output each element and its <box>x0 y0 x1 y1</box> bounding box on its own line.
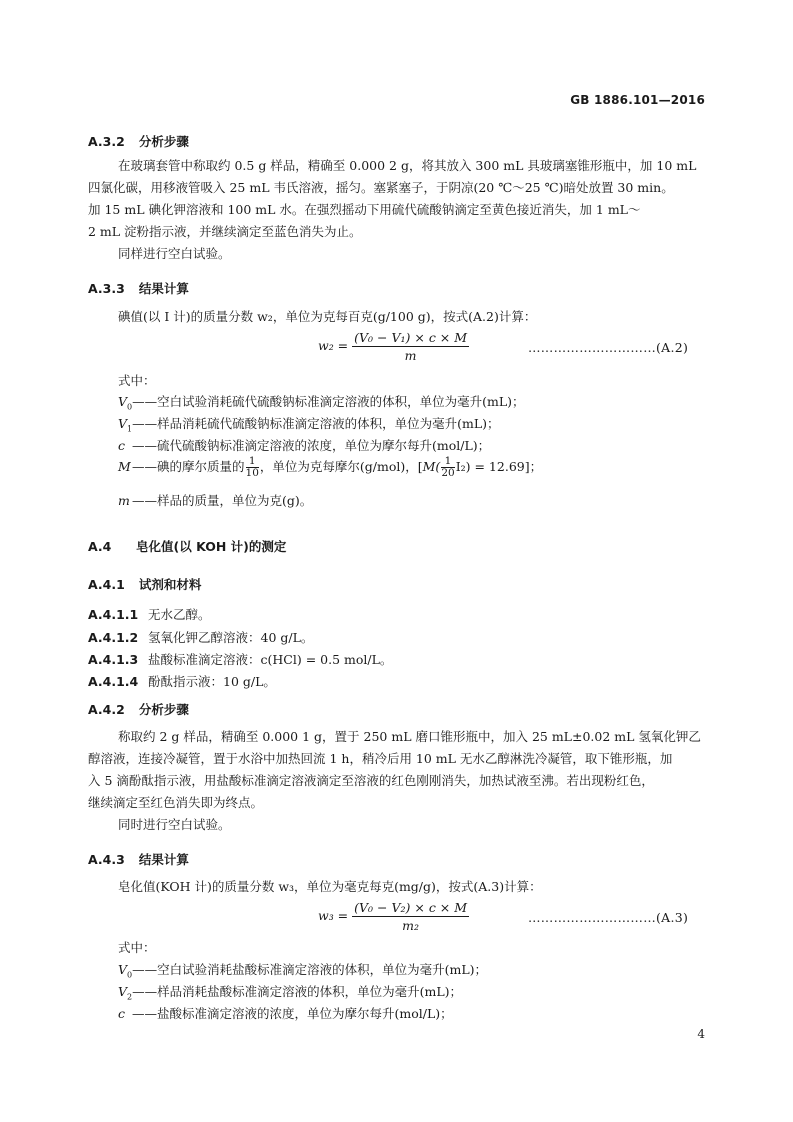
section-heading-a-4-2 <box>88 700 189 718</box>
formula-numerator: (V₀ − V₁) × c × M <box>354 330 468 345</box>
formula-lhs: w₂ = <box>318 338 349 353</box>
section-title: 结果计算 <box>138 281 189 296</box>
definition-row <box>118 960 487 980</box>
paragraph-line: 同时进行空白试验。 <box>118 817 231 832</box>
section-title: 分析步骤 <box>138 134 189 149</box>
paragraph-line: 在玻璃套管中称取约 0.5 g 样品，精确至 0.000 2 g，将其放入 300 mL 具玻璃塞锥形瓶中，加 10 mL <box>118 158 697 173</box>
definition-text: ——盐酸标准滴定溶液的浓度，单位为摩尔每升(mol/L)； <box>132 1006 453 1021</box>
inline-fraction: $\frac{1}{10}$ <box>245 455 259 479</box>
formula-numerator: (V₀ − V₂) × c × M <box>354 900 468 915</box>
section-title: 皂化值(以 KOH 计)的测定 <box>136 539 287 554</box>
section-heading-a-3-3 <box>88 279 189 297</box>
section-title: 试剂和材料 <box>138 577 202 592</box>
equation-number: …………………………(A.2) <box>528 340 689 355</box>
definition-text: ，单位为克每摩尔(g/mol)，[ <box>259 459 423 474</box>
definition-text: ——空白试验消耗盐酸标准滴定溶液的体积，单位为毫升(mL)； <box>132 962 488 977</box>
formula-a-3 <box>318 900 469 933</box>
list-item: A.4.1.4 酚酞指示液：10 g/L。 <box>88 674 276 689</box>
paragraph-line: 称取约 2 g 样品，精确至 0.000 1 g，置于 250 mL 磨口锥形瓶中，加入 25 mL±0.02 mL 氢氧化钾乙 <box>118 729 701 744</box>
definition-text: ——样品的质量，单位为克(g)。 <box>132 493 313 508</box>
section-title: 结果计算 <box>138 852 189 867</box>
definition-text: ——碘的摩尔质量的 <box>132 459 245 474</box>
section-title: 分析步骤 <box>138 702 189 717</box>
formula-a-2 <box>318 330 469 363</box>
inline-fraction: $\frac{1}{20}$ <box>441 455 455 479</box>
section-number: A.3.3 <box>88 281 125 296</box>
paragraph-line: 醇溶液，连接冷凝管，置于水浴中加热回流 1 h，稍冷后用 10 mL 无水乙醇淋洗冷凝管，取下锥形瓶，加 <box>88 751 673 766</box>
section-heading-a-4-1 <box>88 575 201 593</box>
definition-text: ——硫代硫酸钠标准滴定溶液的浓度，单位为摩尔每升(mol/L)； <box>132 438 491 453</box>
definition-row <box>118 414 500 434</box>
formula-lhs: w₃ = <box>318 908 349 923</box>
section-heading-a-4 <box>88 537 286 555</box>
formula-denominator: m <box>404 348 417 363</box>
definition-text: I₂) = 12.69]； <box>455 459 543 474</box>
formula-fraction <box>352 330 469 363</box>
definition-symbol: M <box>118 459 131 474</box>
paragraph-line: 四氯化碳，用移液管吸入 25 mL 韦氏溶液，摇匀。塞紧塞子，于阴凉(20 ℃～25 ℃)暗处放置 30 min。 <box>88 180 674 195</box>
section-number: A.4.3 <box>88 852 125 867</box>
definition-symbol: c <box>118 1006 126 1021</box>
paragraph-line: 同样进行空白试验。 <box>118 246 231 261</box>
standard-number: GB 1886.101—2016 <box>570 93 705 107</box>
definition-row-molar-mass <box>118 456 542 479</box>
page-number: 4 <box>697 1027 705 1041</box>
section-heading-a-3-2 <box>88 132 189 150</box>
definition-row <box>118 491 312 509</box>
where-label: 式中： <box>118 373 156 388</box>
section-number: A.3.2 <box>88 134 125 149</box>
formula-denominator: m₂ <box>402 918 420 933</box>
section-number: A.4.1 <box>88 577 125 592</box>
equation-number: …………………………(A.3) <box>528 910 689 925</box>
definition-row <box>118 1004 453 1024</box>
definition-row <box>118 982 462 1002</box>
list-item: A.4.1.1 无水乙醇。 <box>88 607 211 622</box>
paragraph-line: 皂化值(KOH 计)的质量分数 w₃，单位为毫克每克(mg/g)，按式(A.3)计算： <box>118 879 542 894</box>
definition-text: ——样品消耗盐酸标准滴定溶液的体积，单位为毫升(mL)； <box>132 984 463 999</box>
section-heading-a-4-3 <box>88 850 189 868</box>
list-item: A.4.1.2 氢氧化钾乙醇溶液：40 g/L。 <box>88 630 314 645</box>
definition-text: ——样品消耗硫代硫酸钠标准滴定溶液的体积，单位为毫升(mL)； <box>132 416 500 431</box>
definition-symbol: c <box>118 438 126 453</box>
section-number: A.4.2 <box>88 702 125 717</box>
definition-symbol: $V_1$ <box>118 416 133 434</box>
paragraph-line: 加 15 mL 碘化钾溶液和 100 mL 水。在强烈摇动下用硫代硫酸钠滴定至黄色接近消失，加 1 mL～ <box>88 202 641 217</box>
definition-text: M( <box>422 459 441 474</box>
paragraph-line: 碘值(以 I 计)的质量分数 w₂，单位为克每百克(g/100 g)，按式(A.2)计算： <box>118 309 537 324</box>
definition-text: ——空白试验消耗硫代硫酸钠标准滴定溶液的体积，单位为毫升(mL)； <box>132 394 525 409</box>
definition-symbol: m <box>118 493 130 508</box>
paragraph-line: 入 5 滴酚酞指示液，用盐酸标准滴定溶液滴定至溶液的红色刚刚消失，加热试液至沸。若出现粉红色， <box>88 773 654 788</box>
list-item: A.4.1.3 盐酸标准滴定溶液：c(HCl) = 0.5 mol/L。 <box>88 652 393 667</box>
section-number: A.4 <box>88 539 112 554</box>
paragraph-line: 2 mL 淀粉指示液，并继续滴定至蓝色消失为止。 <box>88 224 362 239</box>
paragraph-line: 继续滴定至红色消失即为终点。 <box>88 795 264 810</box>
definition-row <box>118 436 490 456</box>
definition-symbol: $V_0$ <box>118 394 133 412</box>
definition-symbol: $V_2$ <box>118 984 133 1002</box>
formula-fraction <box>352 900 469 933</box>
definition-symbol: $V_0$ <box>118 962 133 980</box>
definition-row <box>118 392 525 412</box>
where-label: 式中： <box>118 940 156 955</box>
